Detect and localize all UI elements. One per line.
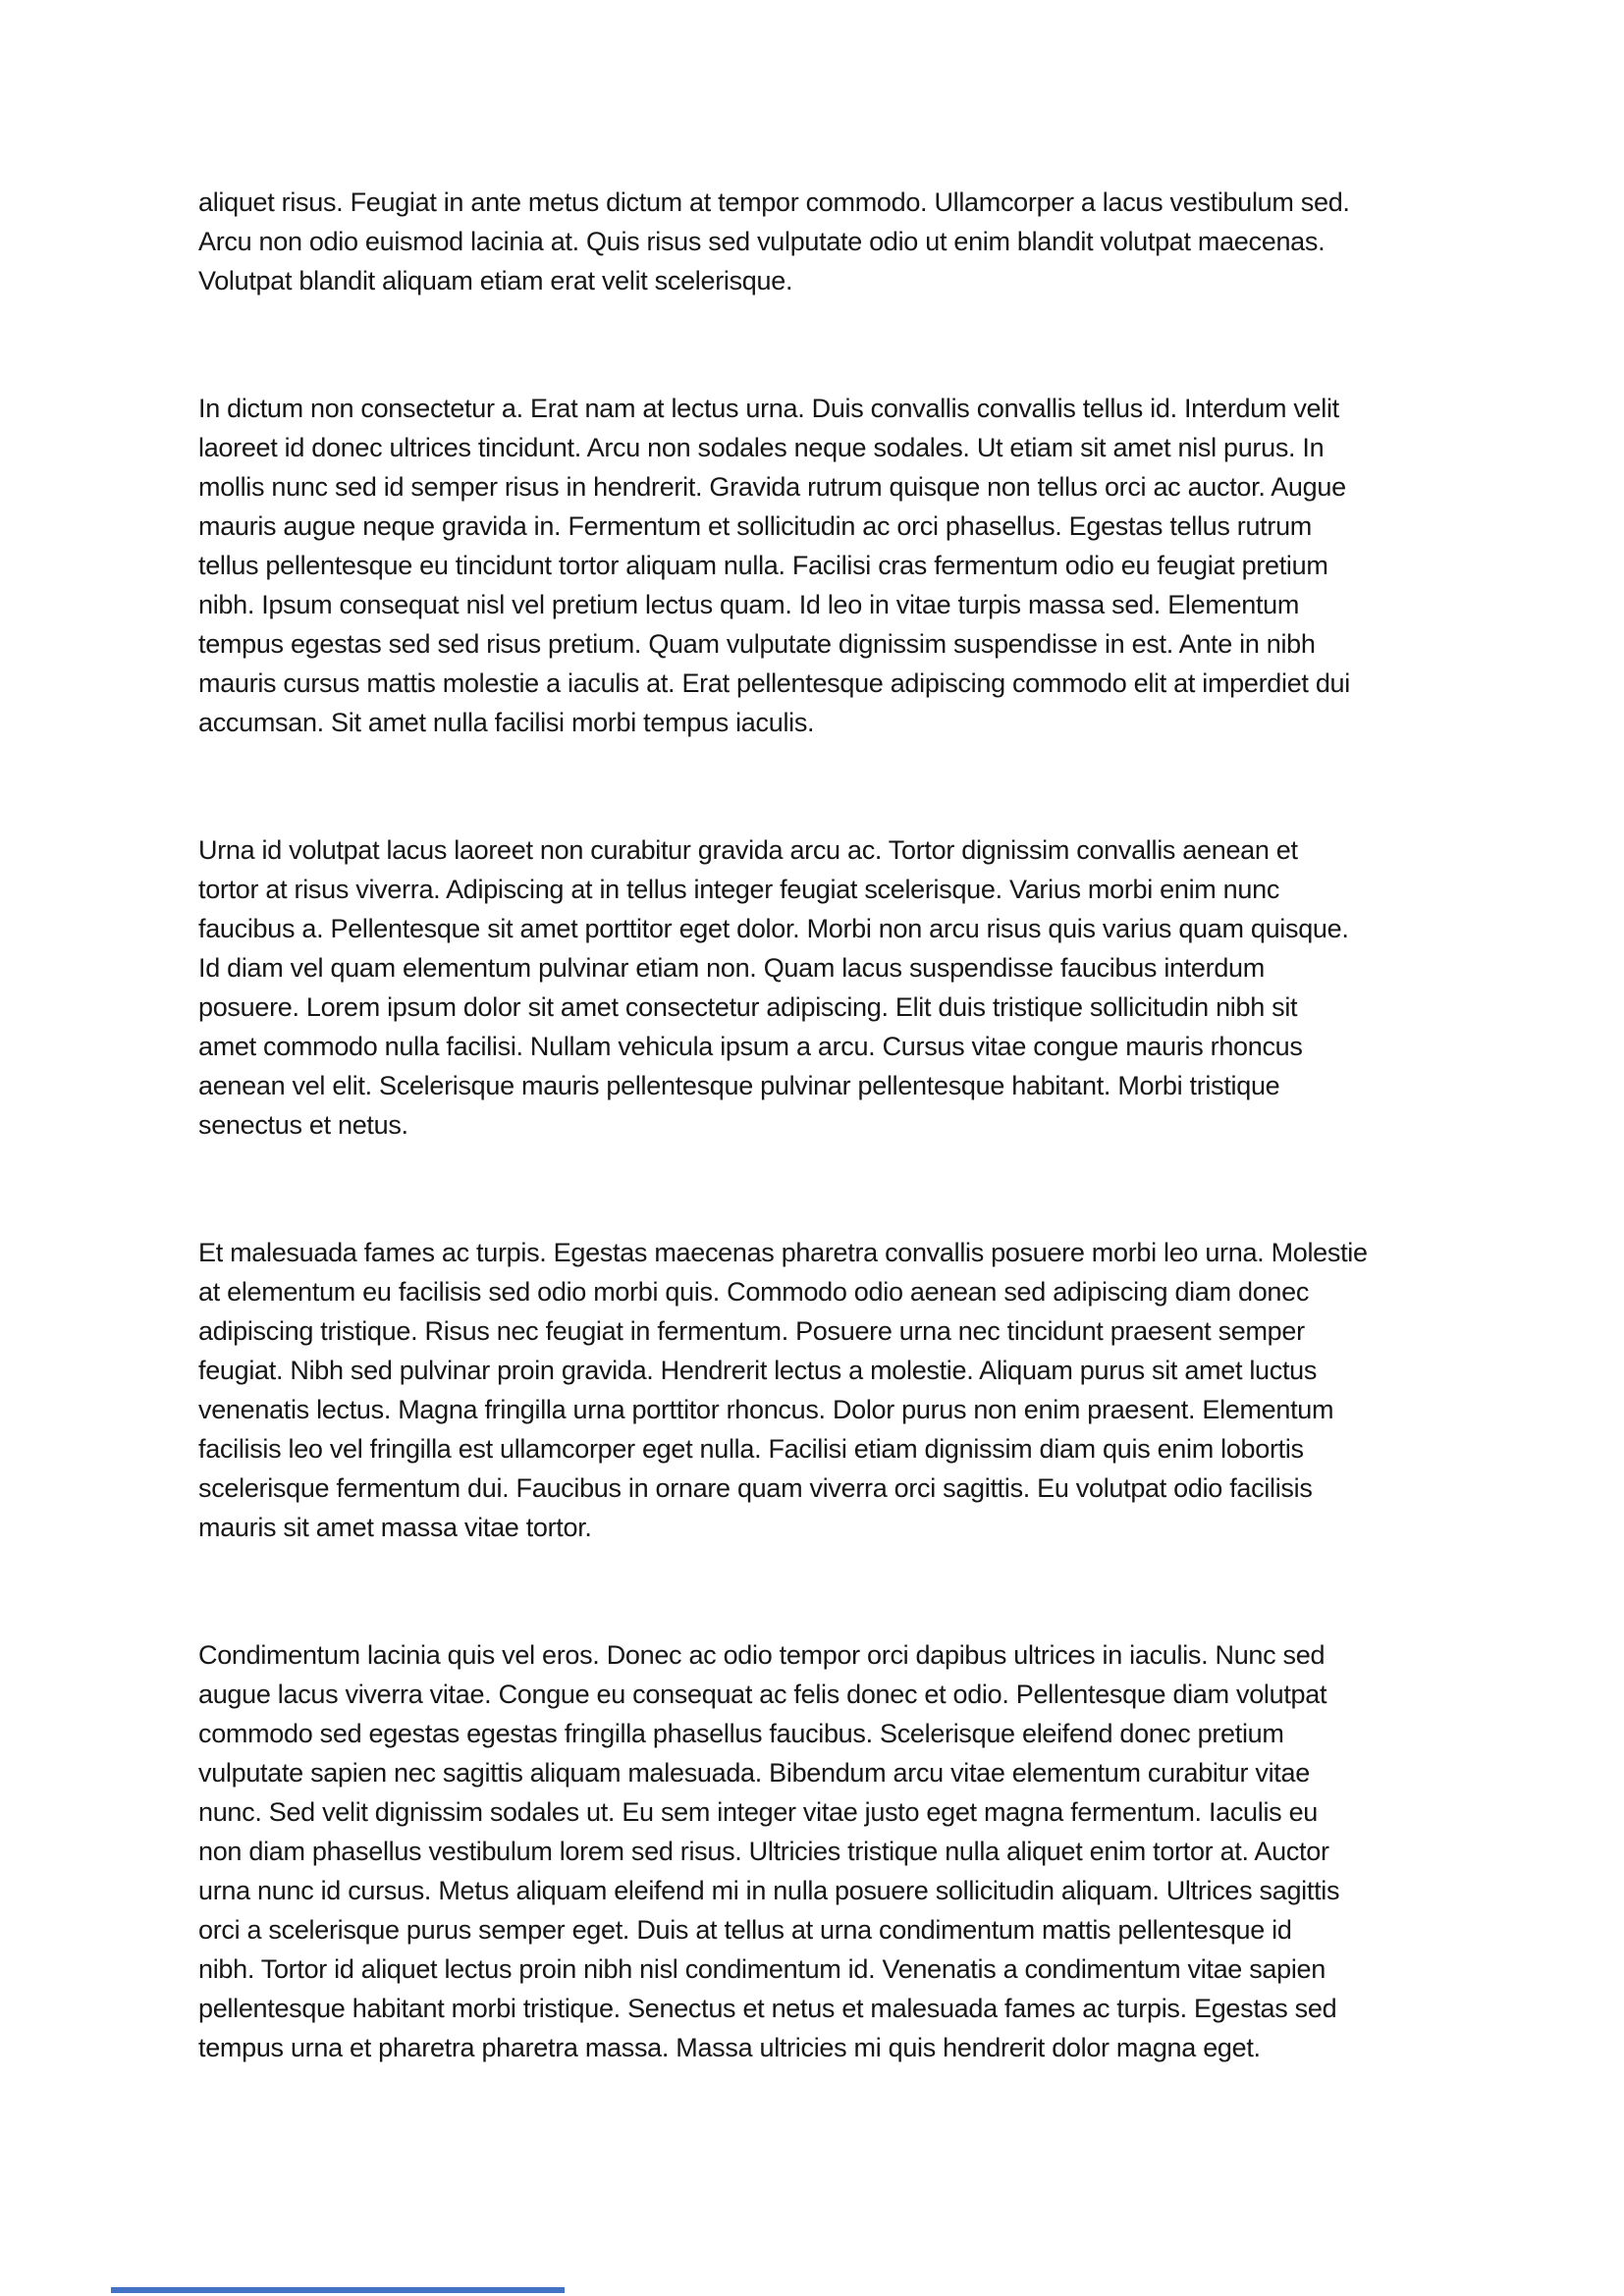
paragraph <box>198 1233 1504 1547</box>
text-line: vulputate sapien nec sagittis aliquam malesuada. Bibendum arcu vitae elementum curabitur vitae <box>198 1758 1310 1788</box>
page-text <box>198 183 1504 2156</box>
text-line: tempus egestas sed sed risus pretium. Quam vulputate dignissim suspendisse in est. Ante in nibh <box>198 629 1316 659</box>
text-line: amet commodo nulla facilisi. Nullam vehicula ipsum a arcu. Cursus vitae congue mauris rhoncus <box>198 1032 1303 1061</box>
text-line: tellus pellentesque eu tincidunt tortor aliquam nulla. Facilisi cras fermentum odio eu feugiat pretium <box>198 551 1328 580</box>
text-line: mollis nunc sed id semper risus in hendrerit. Gravida rutrum quisque non tellus orci ac auctor. Augue <box>198 472 1346 502</box>
text-line: nibh. Ipsum consequat nisl vel pretium lectus quam. Id leo in vitae turpis massa sed. Elementum <box>198 590 1300 619</box>
text-line: venenatis lectus. Magna fringilla urna porttitor rhoncus. Dolor purus non enim praesent. Elementum <box>198 1395 1334 1424</box>
text-line: accumsan. Sit amet nulla facilisi morbi tempus iaculis. <box>198 708 815 737</box>
paragraph <box>198 1635 1504 2067</box>
text-line: mauris augue neque gravida in. Fermentum et sollicitudin ac orci phasellus. Egestas tellus rutrum <box>198 511 1312 541</box>
text-line: adipiscing tristique. Risus nec feugiat in fermentum. Posuere urna nec tincidunt praesent semper <box>198 1316 1305 1346</box>
text-line: mauris cursus mattis molestie a iaculis at. Erat pellentesque adipiscing commodo elit at imperdiet dui <box>198 668 1350 698</box>
text-line: Volutpat blandit aliquam etiam erat velit scelerisque. <box>198 266 793 295</box>
text-line: Urna id volutpat lacus laoreet non curabitur gravida arcu ac. Tortor dignissim convallis aenean et <box>198 835 1298 865</box>
text-line: orci a scelerisque purus semper eget. Duis at tellus at urna condimentum mattis pellentesque id <box>198 1915 1292 1945</box>
text-line: In dictum non consectetur a. Erat nam at lectus urna. Duis convallis convallis tellus id. Interdum velit <box>198 394 1339 423</box>
text-line: pellentesque habitant morbi tristique. Senectus et netus et malesuada fames ac turpis. Egestas sed <box>198 1994 1337 2023</box>
text-line: facilisis leo vel fringilla est ullamcorper eget nulla. Facilisi etiam dignissim diam quis enim lobortis <box>198 1434 1304 1464</box>
text-line: Id diam vel quam elementum pulvinar etiam non. Quam lacus suspendisse faucibus interdum <box>198 953 1265 983</box>
text-line: faucibus a. Pellentesque sit amet porttitor eget dolor. Morbi non arcu risus quis varius quam quisque. <box>198 914 1349 943</box>
text-line: aenean vel elit. Scelerisque mauris pellentesque pulvinar pellentesque habitant. Morbi tristique <box>198 1071 1280 1100</box>
text-line: commodo sed egestas egestas fringilla phasellus faucibus. Scelerisque eleifend donec pretium <box>198 1719 1284 1748</box>
page-bottom-divider <box>111 2287 565 2293</box>
text-line: Condimentum lacinia quis vel eros. Donec ac odio tempor orci dapibus ultrices in iaculis. Nunc sed <box>198 1640 1326 1670</box>
text-line: senectus et netus. <box>198 1110 408 1140</box>
text-line: nunc. Sed velit dignissim sodales ut. Eu sem integer vitae justo eget magna fermentum. Iaculis eu <box>198 1797 1319 1827</box>
text-line: feugiat. Nibh sed pulvinar proin gravida. Hendrerit lectus a molestie. Aliquam purus sit amet luctus <box>198 1356 1318 1385</box>
text-line: urna nunc id cursus. Metus aliquam eleifend mi in nulla posuere sollicitudin aliquam. Ultrices sagittis <box>198 1876 1340 1905</box>
text-line: tortor at risus viverra. Adipiscing at in tellus integer feugiat scelerisque. Varius morbi enim nunc <box>198 875 1280 904</box>
text-line: Arcu non odio euismod lacinia at. Quis risus sed vulputate odio ut enim blandit volutpat maecenas. <box>198 227 1326 256</box>
text-line: tempus urna et pharetra pharetra massa. Massa ultricies mi quis hendrerit dolor magna eget. <box>198 2033 1261 2062</box>
text-line: nibh. Tortor id aliquet lectus proin nibh nisl condimentum id. Venenatis a condimentum vitae sapien <box>198 1954 1326 1984</box>
text-line: posuere. Lorem ipsum dolor sit amet consectetur adipiscing. Elit duis tristique sollicitudin nibh sit <box>198 992 1298 1022</box>
text-line: at elementum eu facilisis sed odio morbi quis. Commodo odio aenean sed adipiscing diam donec <box>198 1277 1310 1307</box>
text-line: Et malesuada fames ac turpis. Egestas maecenas pharetra convallis posuere morbi leo urna. Molestie <box>198 1238 1368 1267</box>
paragraph <box>198 830 1504 1145</box>
text-line: scelerisque fermentum dui. Faucibus in ornare quam viverra orci sagittis. Eu volutpat odio facilisis <box>198 1473 1313 1503</box>
text-line: mauris sit amet massa vitae tortor. <box>198 1513 592 1542</box>
text-line: laoreet id donec ultrices tincidunt. Arcu non sodales neque sodales. Ut etiam sit amet nisl purus. In <box>198 433 1325 462</box>
text-line: augue lacus viverra vitae. Congue eu consequat ac felis donec et odio. Pellentesque diam volutpat <box>198 1680 1327 1709</box>
paragraph <box>198 389 1504 742</box>
paragraph <box>198 183 1504 300</box>
text-line: aliquet risus. Feugiat in ante metus dictum at tempor commodo. Ullamcorper a lacus vestibulum sed. <box>198 187 1350 217</box>
text-line: non diam phasellus vestibulum lorem sed risus. Ultricies tristique nulla aliquet enim tortor at. Auctor <box>198 1837 1329 1866</box>
